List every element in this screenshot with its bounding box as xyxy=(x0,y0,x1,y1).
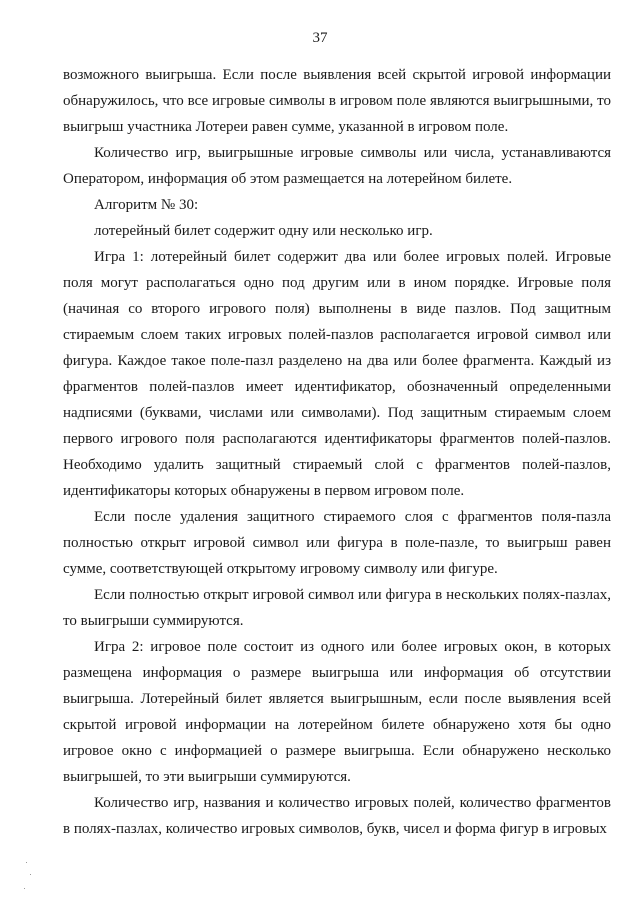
paragraph-games-count: Количество игр, выигрышные игровые символы или числа, устанавливаются Оператором, информация об этом размещается на лотерейном билете. xyxy=(63,145,611,187)
page-number: 37 xyxy=(312,30,328,46)
paragraph-games-fields-count: Количество игр, названия и количество игровых полей, количество фрагментов в полях-пазлах, количество игровых символов, букв, чисел и форма фигур в игровых xyxy=(63,795,611,837)
paragraph-game-2: Игра 2: игровое поле состоит из одного или более игровых окон, в которых размещена информация о размере выигрыша или информация об отсутствии выигрыша. Лотерейный билет является выигрышным, если после выявления всей скрытой игровой информации на лотерейном билете обнаружено хотя бы одно игровое окно с информацией о размере выигрыша. Если обнаружено несколько выигрышей, то эти выигрыши суммируются. xyxy=(63,639,611,785)
paragraph-puzzle-win: Если после удаления защитного стираемого слоя с фрагментов поля-пазла полностью открыт игровой символ или фигура в поле-пазле, то выигрыш равен сумме, соответствующей открытому игровому символу или фигуре. xyxy=(63,509,611,577)
paragraph-multiple-puzzles: Если полностью открыт игровой символ или фигура в нескольких полях-пазлах, то выигрыши суммируются. xyxy=(63,587,611,629)
paragraph-ticket-games: лотерейный билет содержит одну или несколько игр. xyxy=(94,223,433,239)
paragraph-algorithm-heading: Алгоритм № 30: xyxy=(94,197,199,213)
paragraph-game-1: Игра 1: лотерейный билет содержит два или более игровых полей. Игровые поля могут располагаться одно под другим или в ином порядке. Игровые поля (начиная со второго игрового поля) выполнены в виде пазлов. Под защитным стираемым слоем таких игровых полей-пазлов располагается игровой символ или фигура. Каждое такое поле-пазл разделено на два или более фрагмента. Каждый из фрагментов полей-пазлов имеет идентификатор, обозначенный определенными надписями (буквами, числами или символами). Под защитным стираемым слоем первого игрового поля располагаются идентификаторы фрагментов полей-пазлов. Необходимо удалить защитный стираемый слой с фрагментов полей-пазлов, идентификаторы которых обнаружены в первом игровом поле. xyxy=(63,249,611,499)
body-text xyxy=(63,62,611,842)
paragraph-continuation: возможного выигрыша. Если после выявления всей скрытой игровой информации обнаружилось, что все игровые символы в игровом поле являются выигрышными, то выигрыш участника Лотереи равен сумме, указанной в игровом поле. xyxy=(63,67,611,135)
